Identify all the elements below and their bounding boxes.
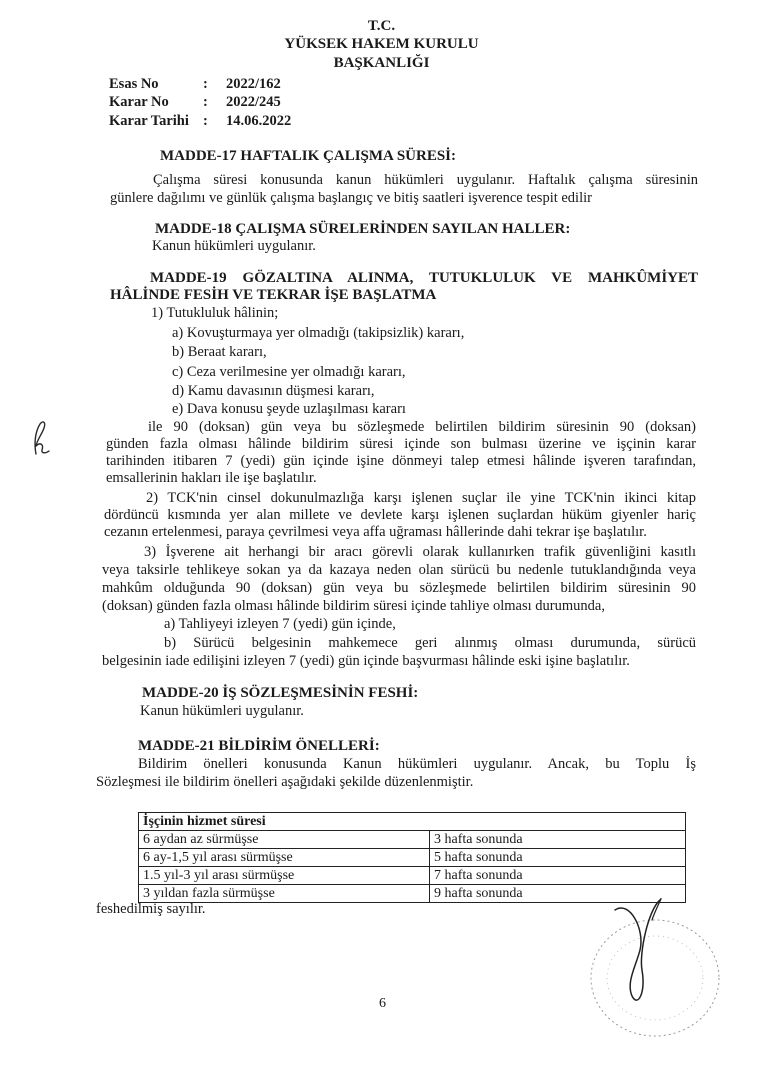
article-20-line-1: Kanun hükümleri uygulanır. — [140, 703, 304, 719]
page-number: 6 — [379, 996, 386, 1011]
article-19-item-3a: a) Tahliyeyi izleyen 7 (yedi) gün içinde, — [164, 616, 396, 632]
article-21-title: MADDE-21 BİLDİRİM ÖNELLERİ: — [138, 738, 380, 754]
article-19-text-4: emsallerinin hakları ile işe başlatılır. — [106, 470, 317, 486]
meta-value-esas: 2022/162 — [226, 76, 281, 92]
table-header-service: İşçinin hizmet süresi — [139, 813, 686, 831]
article-21-line-1: Bildirim önelleri konusunda Kanun hükümleri uygulanır. Ancak, bu Toplu İş — [138, 756, 696, 772]
article-19-item-a: a) Kovuşturmaya yer olmadığı (takipsizlik) kararı, — [172, 325, 465, 341]
table-cell-service: 1.5 yıl-3 yıl arası sürmüşse — [139, 867, 430, 885]
article-18-line-1: Kanun hükümleri uygulanır. — [152, 238, 316, 254]
meta-label-esas: Esas No — [109, 76, 159, 92]
meta-label-karar: Karar No — [109, 94, 169, 110]
article-19-item-e: e) Dava konusu şeyde uzlaşılması kararı — [172, 401, 406, 417]
signature-stamp — [560, 870, 740, 1045]
article-17-line-2: günlere dağılımı ve günlük çalışma başlangıç ve bitiş saatleri işverence tespit edilir — [110, 190, 592, 206]
article-21-after-table: feshedilmiş sayılır. — [96, 901, 206, 917]
table-cell-service: 3 yıldan fazla sürmüşse — [139, 885, 430, 903]
header-presidency: BAŞKANLIĞI — [333, 55, 430, 71]
article-17-line-1: Çalışma süresi konusunda kanun hükümleri uygulanır. Haftalık çalışma süresinin — [153, 172, 698, 188]
article-19-item-3b-line-1: b) Sürücü belgesinin mahkemece geri alınmış olması durumunda, sürücü — [164, 635, 696, 651]
article-19-item-1: 1) Tutukluluk hâlinin; — [151, 305, 279, 321]
article-19-item-2-line-3: cezanın ertelenmesi, paraya çevrilmesi veya affa uğraması hâllerinde dahi tekrar işe başlatılır. — [104, 524, 647, 540]
table-cell-service: 6 aydan az sürmüşse — [139, 831, 430, 849]
table-row — [139, 831, 686, 849]
article-19-text-2: günden fazla olması hâlinde bildirim süresi içinde son bulması üzerine ve işçinin karar — [106, 436, 696, 452]
article-19-item-2-line-2: dördüncü kısmında yer alan millete ve devlete karşı işlenen suçlardan hüküm giyenler hariç — [104, 507, 696, 523]
header-institution: YÜKSEK HAKEM KURULU — [284, 36, 479, 52]
table-row — [139, 849, 686, 867]
article-19-item-d: d) Kamu davasının düşmesi kararı, — [172, 383, 375, 399]
meta-sep-date: : — [203, 113, 208, 129]
table-cell-service: 6 ay-1,5 yıl arası sürmüşse — [139, 849, 430, 867]
article-19-title-1: MADDE-19 GÖZALTINA ALINMA, TUTUKLULUK VE MAHKÛMİYET — [150, 270, 698, 286]
article-21-line-2: Sözleşmesi ile bildirim önelleri aşağıdaki şekilde düzenlenmiştir. — [96, 774, 474, 790]
article-19-title-2: HÂLİNDE FESİH VE TEKRAR İŞE BAŞLATMA — [110, 287, 437, 303]
table-cell-notice: 5 hafta sonunda — [430, 849, 686, 867]
meta-label-date: Karar Tarihi — [109, 113, 189, 129]
meta-value-karar: 2022/245 — [226, 94, 281, 110]
article-19-item-3-line-2: veya taksirle tehlikeye sokan ya da kazaya neden olan sürücü bu nedenle tutuklandığında veya — [102, 562, 696, 578]
meta-sep-esas: : — [203, 76, 208, 92]
table-header-row — [139, 813, 686, 831]
article-19-text-3: tarihinden itibaren 7 (yedi) gün içinde işine dönmeyi talep etmesi hâlinde işveren tarafından, — [106, 453, 696, 469]
article-19-item-3-line-1: 3) İşverene ait herhangi bir aracı görevli olarak kullanırken trafik güvenliğini kasıtlı — [144, 544, 696, 560]
table-cell-notice: 7 hafta sonunda — [430, 867, 686, 885]
table-cell-notice: 3 hafta sonunda — [430, 831, 686, 849]
article-19-item-c: c) Ceza verilmesine yer olmadığı kararı, — [172, 364, 406, 380]
article-20-title: MADDE-20 İŞ SÖZLEŞMESİNİN FESHİ: — [142, 685, 419, 701]
header-tc: T.C. — [367, 18, 396, 34]
article-17-title: MADDE-17 HAFTALIK ÇALIŞMA SÜRESİ: — [160, 148, 457, 164]
meta-sep-karar: : — [203, 94, 208, 110]
article-18-title: MADDE-18 ÇALIŞMA SÜRELERİNDEN SAYILAN HALLER: — [155, 221, 571, 237]
article-19-item-3b-line-2: belgesinin iade edilişini izleyen 7 (yedi) gün içinde başvurması hâlinde eski işine başlatılır. — [102, 653, 630, 669]
article-19-text-1: ile 90 (doksan) gün veya bu sözleşmede belirtilen bildirim süresinin 90 (doksan) — [148, 419, 696, 435]
article-19-item-3-line-3: mahkûm olduğunda 90 (doksan) gün veya bu sözleşmede belirtilen bildirim süresinin 90 — [102, 580, 696, 596]
table-cell-notice: 9 hafta sonunda — [430, 885, 686, 903]
handwritten-initial — [28, 418, 54, 460]
article-19-item-3-line-4: (doksan) günden fazla olması hâlinde bildirim süresi içinde tahliye olması durumunda, — [102, 598, 605, 614]
article-19-item-2-line-1: 2) TCK'nin cinsel dokunulmazlığa karşı işlenen suçlar ile yine TCK'nin ikinci kitap — [146, 490, 696, 506]
meta-value-date: 14.06.2022 — [226, 113, 292, 129]
article-19-item-b: b) Beraat kararı, — [172, 344, 267, 360]
